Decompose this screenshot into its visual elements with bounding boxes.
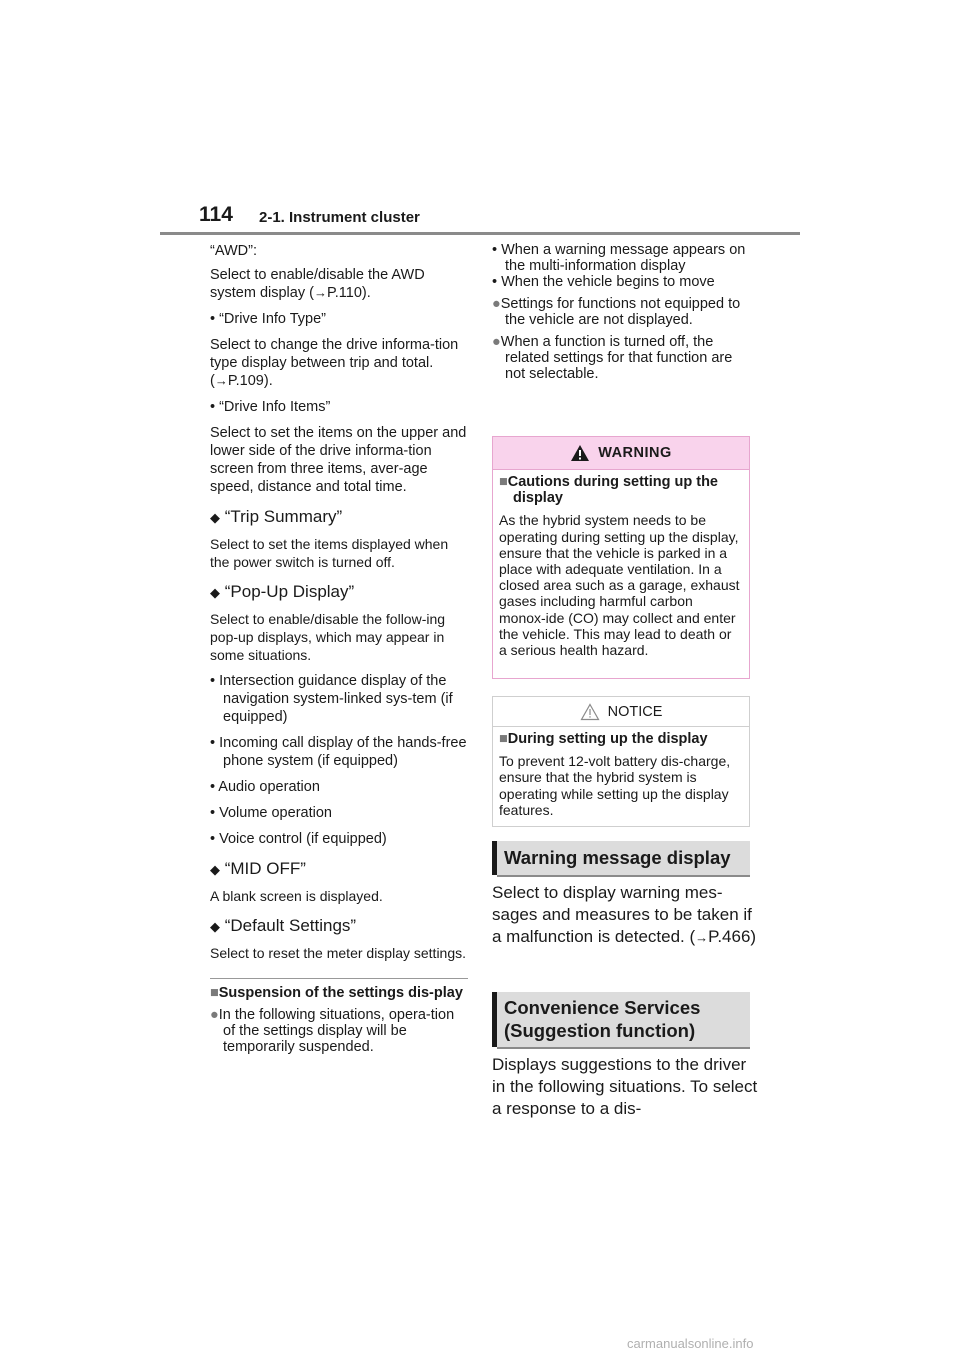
awd-label: “AWD”: [210,243,257,259]
list-item: • Audio operation [210,779,320,795]
drive-info-items-desc: Select to set the items on the upper and lower side of the drive informa-tion screen from three items, aver-age speed, distance and total time. [210,425,467,495]
popup-display-heading: ◆ “Pop-Up Display” [210,582,355,601]
diamond-bullet-icon: ◆ [210,862,220,877]
page-number: 114 [199,203,233,226]
drive-info-items: • “Drive Info Items” [210,399,331,415]
warning-box [492,436,750,679]
warning-title: WARNING [598,445,672,461]
warning-header [493,437,749,470]
warning-body: As the hybrid system needs to be operating during setting up the display, ensure that the vehicle is parked in a place with adequate ventilation. In a closed area such as a garage, exhaust gases including harmful carbon monox-ide (CO) may collect and enter the vehicle. This may lead to death or a serious health hazard. [499,512,740,659]
circle-item: ●When a function is turned off, the related settings for that function are not selectable. [492,334,733,382]
diamond-bullet-icon: ◆ [210,510,220,525]
diamond-bullet-icon: ◆ [210,919,220,934]
square-bullet-icon: ■ [499,731,508,747]
arrow-icon: → [214,373,228,388]
warning-subtitle: ■Cautions during setting up the display [499,474,719,507]
warning-triangle-icon [570,444,590,462]
drive-info-type-desc: Select to change the drive informa-tion type display between trip and total. (→P.109). [210,337,459,389]
caution-triangle-icon [580,703,600,721]
left-column [210,242,468,1055]
divider [210,978,468,979]
section-heading-convenience-services: Convenience Services (Suggestion function) [492,992,750,1047]
section-body-convenience-services: Displays suggestions to the driver in the following situations. To select a response to a dis- [492,1055,758,1118]
suspension-title: ■Suspension of the settings dis-play [210,985,463,1001]
mid-off-heading: ◆ “MID OFF” [210,859,306,878]
chapter-title: 2-1. Instrument cluster [259,209,420,226]
default-settings-desc: Select to reset the meter display settings. [210,945,467,961]
circle-item: ●Settings for functions not equipped to the vehicle are not displayed. [492,296,741,328]
section-heading-warning-message: Warning message display [492,841,750,875]
arrow-icon: → [313,285,327,300]
notice-subtitle: ■During setting up the display [499,731,708,747]
list-item: • Incoming call display of the hands-free phone system (if equipped) [210,735,467,769]
popup-desc: Select to enable/disable the follow-ing pop-up displays, which may appear in some situations. [210,611,446,663]
default-settings-heading: ◆ “Default Settings” [210,916,357,935]
arrow-icon: → [695,930,709,945]
square-bullet-icon: ■ [499,474,508,490]
list-item: • Volume operation [210,805,332,821]
mid-off-desc: A blank screen is displayed. [210,888,383,904]
notice-body-container [493,727,749,818]
circle-bullet-icon: ● [492,296,501,312]
trip-summary-desc: Select to set the items displayed when the power switch is turned off. [210,536,449,570]
circle-bullet-icon: ● [210,1007,219,1023]
diamond-bullet-icon: ◆ [210,585,220,600]
trip-summary-heading: ◆ “Trip Summary” [210,507,343,526]
awd-desc: Select to enable/disable the AWD system display (→P.110). [210,267,425,301]
suspension-item: ●In the following situations, opera-tion of the settings display will be temporarily suspended. [210,1007,455,1055]
drive-info-type: • “Drive Info Type” [210,311,327,327]
notice-body: To prevent 12-volt battery dis-charge, ensure that the hybrid system is operating while setting up the display features. [499,753,731,818]
section-body-warning-message: Select to display warning mes-sages and measures to be taken if a malfunction is detected. (→P.466) [492,883,757,946]
notice-title: NOTICE [607,703,663,720]
circle-bullet-icon: ● [492,334,501,350]
warning-body-container [493,470,749,658]
square-bullet-icon: ■ [210,985,219,1001]
watermark: carmanualsonline.info [627,1336,754,1351]
notice-box [492,696,750,827]
list-item: • When a warning message appears on the multi-information display [492,242,746,274]
header-rule [160,232,800,235]
notice-header [493,697,749,727]
right-column [492,242,750,382]
list-item: • When the vehicle begins to move [492,274,715,290]
list-item: • Intersection guidance display of the navigation system-linked sys-tem (if equipped) [210,673,453,725]
list-item: • Voice control (if equipped) [210,831,387,847]
